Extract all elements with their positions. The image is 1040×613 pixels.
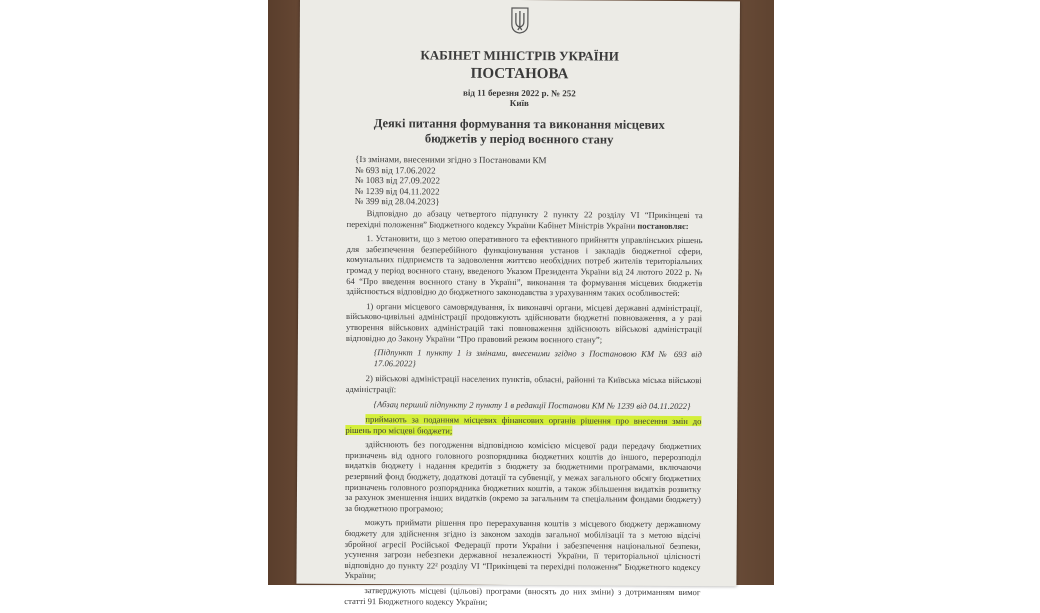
issuing-authority: КАБІНЕТ МІНІСТРІВ УКРАЇНИ [420,47,619,64]
highlighted-paragraph [345,414,701,437]
paragraph: можуть приймати рішення про перерахування коштів з місцевого бюджету державному бюджету для здійснення згідно із законом заходів загальної мобілізації та з метою відсічі збройної агресії Російської Федерації проти України і забезпечення національної безпеки, усунення загрози небезпеки державної незалежності України, її територіальної цілісності відповідно до пункту 22² розділу VI “Прикінцеві та перехідні положення” Бюджетного кодексу України; [344,517,701,581]
highlight-mark: приймають за поданням місцевих фінансових органів рішення про внесення змін до рішень про місцеві бюджети; [345,414,702,436]
paragraph: 2) військові адміністрації населених пунктів, обласні, районні та Київська міська військові адміністрації: [345,373,702,395]
amendment-line: № 1239 від 04.11.2022 [354,185,440,197]
document-page [296,0,740,607]
intro-paragraph [347,208,703,231]
document-body [344,208,702,612]
amendment-note: {Підпункт 1 пункту 1 із змінами, внесеними згідно з Постановою КМ № 693 від 17.06.2022} [373,347,702,369]
paragraph: 1) органи місцевого самоврядування, їх виконавчі органи, місцеві державні адміністрації, військово-цивільні адміністрації продовжують здійснювати бюджетні повноваження, а у разі утворення військових адміністрацій такі повноваження здійснюють військові адміністрації відповідно до Закону України “Про правовий режим воєнного стану”; [345,300,703,345]
amendment-line: № 1083 від 27.09.2022 [354,175,441,186]
document-type: ПОСТАНОВА [470,65,569,83]
trident-coat-of-arms-icon [510,6,530,34]
amendment-note: {Абзац перший підпункту 2 пункту 1 в редакції Постанови КМ № 1239 від 04.11.2022} [373,398,691,411]
paragraph: 1. Установити, що з метою оперативного та ефективного прийняття управлінських рішень для забезпечення безперебійного функціонування установ і закладів бюджетної сфери, комунальних підприємств та задоволення життєво необхідних потреб жителів територіальних громад у період воєнного стану, введеного Указом Президента України від 24 лютого 2022 р. № 64 “Про введення воєнного стану в Україні”, виконання та формування місцевих бюджетів здійснюється відповідно до бюджетного законодавства з урахуванням таких особливостей: [346,233,703,299]
amendment-line: № 693 від 17.06.2022 [354,164,436,176]
document-date-number: від 11 березня 2022 р. № 252 [463,87,576,99]
paragraph: затверджують місцеві (цільові) програми (вносять до них зміни) з дотриманням вимог статті 91 Бюджетного кодексу України; [344,585,701,607]
amendment-line: № 399 від 28.04.2023} [354,196,440,207]
paragraph: здійснюють без погодження відповідною комісією місцевої ради передачу бюджетних призначень від одного головного розпорядника бюджетних коштів до іншого, перерозподіл видатків бюджету і надання кредитів з бюджету за бюджетними програмами, включаючи резервний фонд бюджету, додаткові дотації та субвенції, у межах загального обсягу бюджетних призначень головного розпорядника бюджетних коштів, а також збільшення видатків розвитку за рахунок зменшення інших видатків (окремо за загальним та спеціальним фондами бюджету) за бюджетною програмою; [344,439,702,514]
intro-text: Відповідно до абзацу четвертого підпункту 2 пункту 22 розділу VI “Прикінцеві та перехідні положення” Бюджетного кодексу України Кабінет Міністрів України [346,208,703,231]
resolution-keyword: постановляє: [637,220,689,231]
document-title: Деякі питання формування та виконання місцевих бюджетів у період воєнного стану [373,116,665,147]
amendments-block [355,154,547,208]
document-city: Київ [509,97,529,109]
amendment-line: {Із змінами, внесеними згідно з Постановами КМ [354,153,547,166]
